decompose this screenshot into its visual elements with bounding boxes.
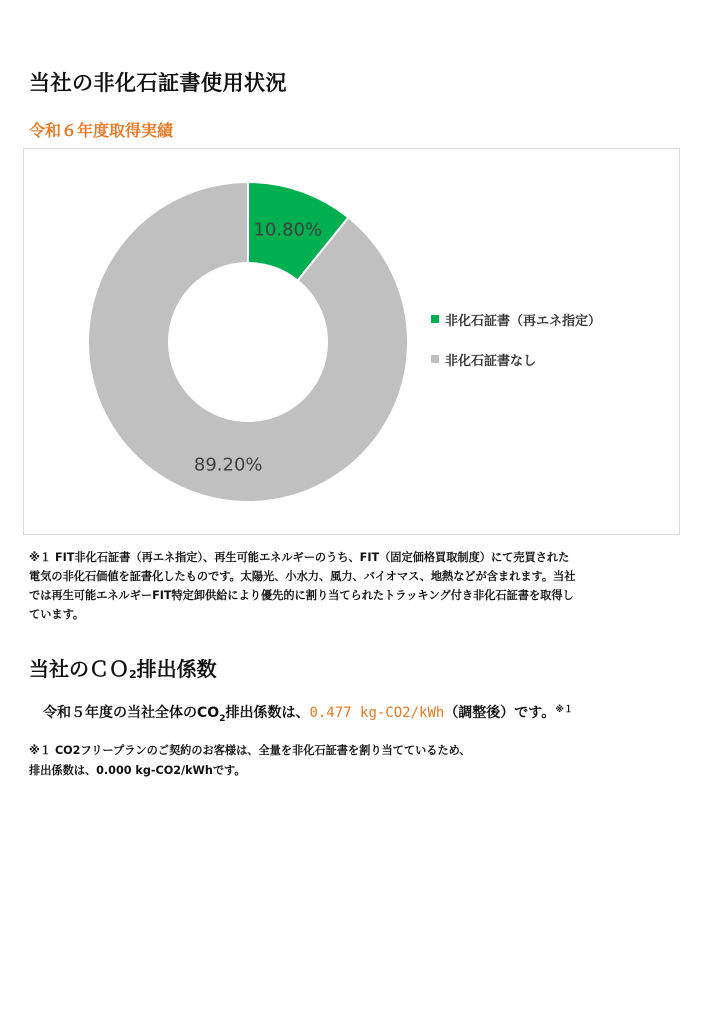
page-title: 当社の非化石証書使用状況 bbox=[29, 71, 287, 95]
legend-label: 非化石証書（再エネ指定） bbox=[445, 313, 602, 329]
legend-swatch-gray bbox=[431, 355, 439, 363]
footnote-fit bbox=[29, 548, 679, 624]
co2-title-text-end: 排出係数 bbox=[136, 657, 217, 681]
footnote-line: 電気の非化石価値を証書化したものです。太陽光、小水力、風力、バイオマス、地熱などが含まれます。当社 bbox=[29, 570, 576, 583]
data-label-1: 89.20% bbox=[193, 454, 263, 476]
chart-legend bbox=[431, 309, 601, 389]
footnote-mark: ※１ bbox=[555, 705, 573, 715]
legend-item-recert bbox=[431, 309, 601, 329]
co2-value: 0.477 kg-CO2/kWh bbox=[309, 705, 445, 721]
donut-chart bbox=[23, 148, 680, 535]
co2-section-title bbox=[29, 654, 217, 690]
co2-statement-subscript: 2 bbox=[219, 713, 226, 724]
co2-statement bbox=[43, 698, 573, 731]
co2-title-text: 当社のＣＯ bbox=[29, 657, 129, 681]
footnote-line: では再生可能エネルギーFIT特定卸供給により優先的に割り当てられたトラッキング付き非化石証書を取得し bbox=[29, 589, 574, 602]
footnote-line: ※１ FIT非化石証書（再エネ指定）、再生可能エネルギーのうち、FIT（固定価格買取制度）にて売買された bbox=[29, 551, 570, 564]
legend-swatch-green bbox=[431, 315, 439, 323]
data-label-0: 10.80% bbox=[253, 219, 323, 241]
footnote-line: ています。 bbox=[29, 608, 85, 621]
legend-item-none bbox=[431, 349, 601, 369]
footnote-line: ※１ CO2フリープランのご契約のお客様は、全量を非化石証書を割り当てているため、 bbox=[29, 744, 471, 757]
co2-title-subscript: 2 bbox=[129, 668, 137, 681]
section-subtitle: 令和６年度取得実績 bbox=[29, 121, 174, 140]
co2-statement-end: （調整後）です。 bbox=[444, 705, 556, 721]
legend-label: 非化石証書なし bbox=[445, 353, 537, 369]
footnote-line: 排出係数は、0.000 kg-CO2/kWhです。 bbox=[29, 764, 246, 777]
footnote-co2-free bbox=[29, 741, 471, 781]
co2-statement-text: 令和５年度の当社全体のCO bbox=[43, 705, 220, 721]
co2-statement-mid: 排出係数は、 bbox=[225, 705, 310, 721]
